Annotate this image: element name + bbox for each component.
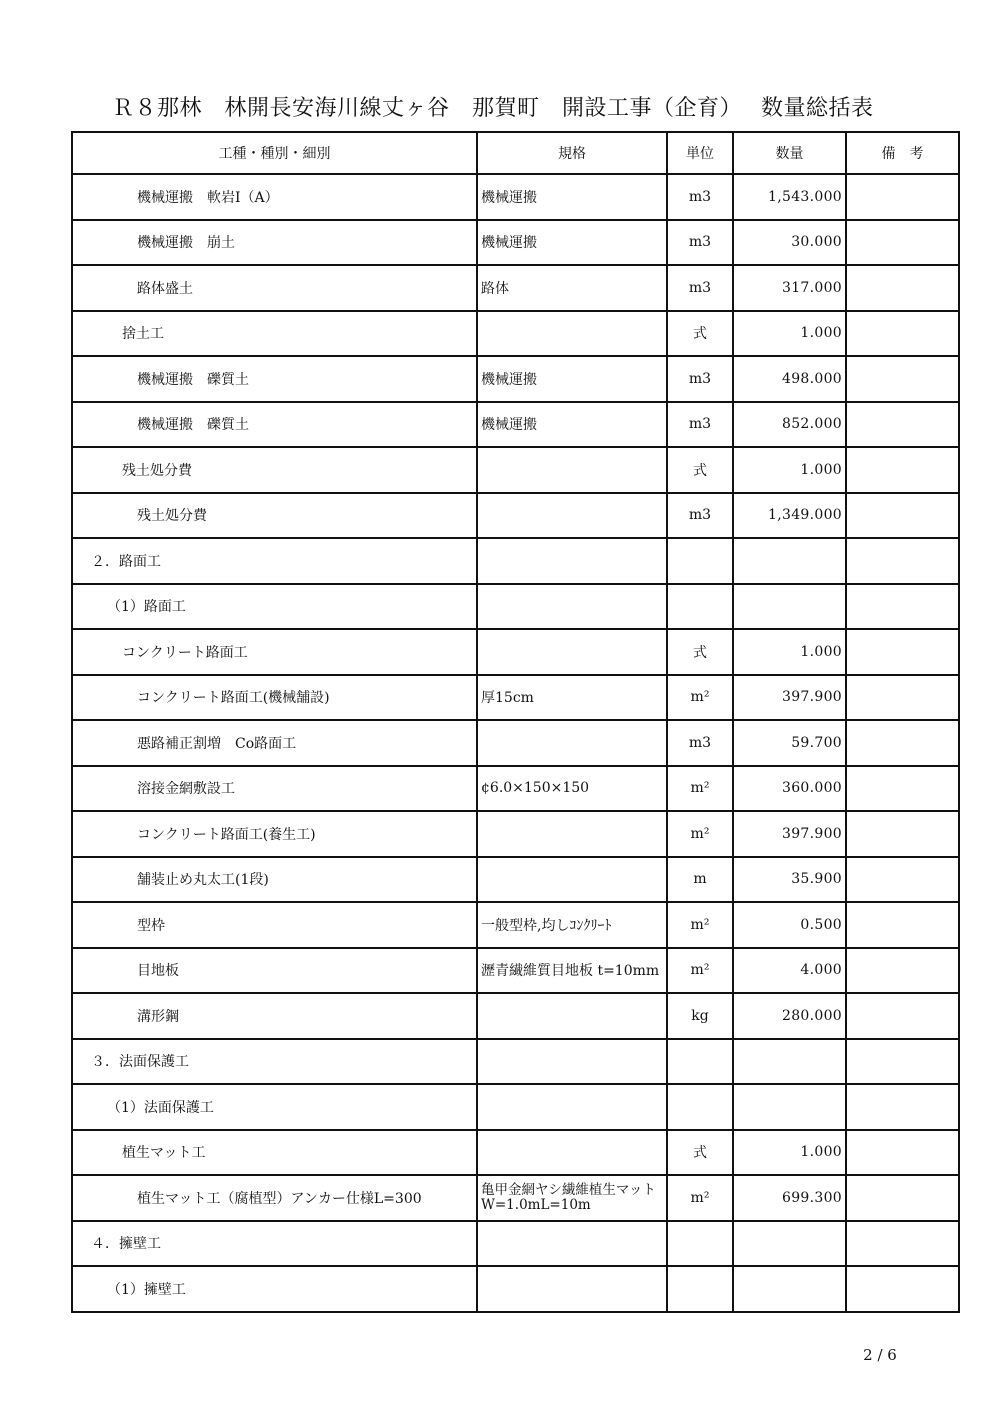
cell-remarks bbox=[846, 402, 959, 448]
cell-remarks bbox=[846, 356, 959, 402]
cell-unit: m² bbox=[667, 1175, 733, 1221]
cell-spec: 機械運搬 bbox=[477, 402, 667, 448]
cell-spec: 亀甲金網ヤシ繊維植生マットW=1.0mL=10m bbox=[477, 1175, 667, 1221]
cell-unit: 式 bbox=[667, 447, 733, 493]
cell-remarks bbox=[846, 447, 959, 493]
table-row bbox=[72, 629, 959, 675]
cell-work-type: 機械運搬 礫質土 bbox=[72, 402, 477, 448]
cell-quantity bbox=[733, 1039, 846, 1085]
table-row bbox=[72, 584, 959, 630]
cell-remarks bbox=[846, 493, 959, 539]
cell-remarks bbox=[846, 1039, 959, 1085]
cell-quantity: 1.000 bbox=[733, 629, 846, 675]
cell-work-type: コンクリート路面工(機械舗設) bbox=[72, 675, 477, 721]
cell-work-type: 目地板 bbox=[72, 948, 477, 994]
cell-quantity: 280.000 bbox=[733, 993, 846, 1039]
cell-quantity: 30.000 bbox=[733, 220, 846, 266]
cell-unit bbox=[667, 538, 733, 584]
table-row bbox=[72, 1084, 959, 1130]
cell-quantity: 1,349.000 bbox=[733, 493, 846, 539]
cell-remarks bbox=[846, 948, 959, 994]
cell-remarks bbox=[846, 1084, 959, 1130]
table-row bbox=[72, 1266, 959, 1312]
cell-spec bbox=[477, 1130, 667, 1176]
header-work-type: 工種・種別・細別 bbox=[72, 132, 477, 174]
cell-remarks bbox=[846, 265, 959, 311]
cell-spec bbox=[477, 493, 667, 539]
table-row bbox=[72, 538, 959, 584]
cell-unit: m² bbox=[667, 948, 733, 994]
cell-work-type: 舗装止め丸太工(1段) bbox=[72, 857, 477, 903]
cell-remarks bbox=[846, 1130, 959, 1176]
cell-remarks bbox=[846, 629, 959, 675]
cell-work-type: コンクリート路面工(養生工) bbox=[72, 811, 477, 857]
cell-quantity bbox=[733, 1084, 846, 1130]
cell-work-type: 型枠 bbox=[72, 902, 477, 948]
page-number: 2 / 6 bbox=[863, 1346, 897, 1364]
table-row bbox=[72, 675, 959, 721]
cell-quantity: 1,543.000 bbox=[733, 174, 846, 220]
cell-work-type: ２．路面工 bbox=[72, 538, 477, 584]
table-row bbox=[72, 356, 959, 402]
table-row bbox=[72, 1130, 959, 1176]
cell-quantity: 35.900 bbox=[733, 857, 846, 903]
cell-spec bbox=[477, 993, 667, 1039]
cell-quantity: 59.700 bbox=[733, 720, 846, 766]
cell-work-type: （1）法面保護工 bbox=[72, 1084, 477, 1130]
cell-remarks bbox=[846, 993, 959, 1039]
cell-spec bbox=[477, 857, 667, 903]
cell-spec bbox=[477, 720, 667, 766]
cell-spec bbox=[477, 538, 667, 584]
table-row bbox=[72, 220, 959, 266]
cell-remarks bbox=[846, 857, 959, 903]
cell-unit bbox=[667, 1039, 733, 1085]
table-row bbox=[72, 265, 959, 311]
cell-unit bbox=[667, 1221, 733, 1267]
table-row bbox=[72, 902, 959, 948]
cell-spec bbox=[477, 584, 667, 630]
cell-quantity bbox=[733, 1266, 846, 1312]
cell-remarks bbox=[846, 174, 959, 220]
cell-work-type: 悪路補正割増 Co路面工 bbox=[72, 720, 477, 766]
cell-unit bbox=[667, 1266, 733, 1312]
cell-quantity: 360.000 bbox=[733, 766, 846, 812]
table-row bbox=[72, 174, 959, 220]
cell-spec: 厚15cm bbox=[477, 675, 667, 721]
cell-work-type: 残土処分費 bbox=[72, 447, 477, 493]
table-row bbox=[72, 1221, 959, 1267]
cell-spec bbox=[477, 1039, 667, 1085]
table-row bbox=[72, 811, 959, 857]
header-unit: 単位 bbox=[667, 132, 733, 174]
cell-work-type: 機械運搬 崩土 bbox=[72, 220, 477, 266]
cell-unit: 式 bbox=[667, 629, 733, 675]
cell-spec: ¢6.0×150×150 bbox=[477, 766, 667, 812]
cell-unit: m3 bbox=[667, 402, 733, 448]
cell-remarks bbox=[846, 1221, 959, 1267]
table-row bbox=[72, 402, 959, 448]
table-row bbox=[72, 447, 959, 493]
cell-unit: m² bbox=[667, 902, 733, 948]
cell-unit bbox=[667, 584, 733, 630]
cell-unit: 式 bbox=[667, 311, 733, 357]
cell-unit: m² bbox=[667, 766, 733, 812]
cell-spec: 機械運搬 bbox=[477, 220, 667, 266]
cell-unit: m3 bbox=[667, 720, 733, 766]
cell-quantity: 1.000 bbox=[733, 311, 846, 357]
cell-quantity: 699.300 bbox=[733, 1175, 846, 1221]
cell-quantity: 0.500 bbox=[733, 902, 846, 948]
cell-quantity: 397.900 bbox=[733, 811, 846, 857]
cell-work-type: （1）擁壁工 bbox=[72, 1266, 477, 1312]
cell-remarks bbox=[846, 811, 959, 857]
cell-unit: m bbox=[667, 857, 733, 903]
cell-work-type: 溶接金網敷設工 bbox=[72, 766, 477, 812]
cell-work-type: 溝形鋼 bbox=[72, 993, 477, 1039]
cell-work-type: 路体盛土 bbox=[72, 265, 477, 311]
cell-work-type: （1）路面工 bbox=[72, 584, 477, 630]
cell-unit: m3 bbox=[667, 220, 733, 266]
cell-work-type: 植生マット工 bbox=[72, 1130, 477, 1176]
cell-spec: 瀝青繊維質目地板 t=10mm bbox=[477, 948, 667, 994]
cell-unit: kg bbox=[667, 993, 733, 1039]
table-header-row bbox=[72, 132, 959, 174]
cell-unit: m3 bbox=[667, 493, 733, 539]
cell-remarks bbox=[846, 675, 959, 721]
cell-spec bbox=[477, 1084, 667, 1130]
cell-spec bbox=[477, 1221, 667, 1267]
cell-remarks bbox=[846, 1175, 959, 1221]
cell-spec: 一般型枠,均しｺﾝｸﾘｰﾄ bbox=[477, 902, 667, 948]
header-quantity: 数量 bbox=[733, 132, 846, 174]
table-body bbox=[72, 174, 959, 1312]
cell-spec: 路体 bbox=[477, 265, 667, 311]
cell-spec bbox=[477, 811, 667, 857]
cell-unit: m3 bbox=[667, 265, 733, 311]
cell-spec bbox=[477, 1266, 667, 1312]
cell-remarks bbox=[846, 220, 959, 266]
cell-quantity: 1.000 bbox=[733, 1130, 846, 1176]
cell-spec: 機械運搬 bbox=[477, 356, 667, 402]
cell-remarks bbox=[846, 902, 959, 948]
cell-quantity: 1.000 bbox=[733, 447, 846, 493]
cell-work-type: 機械運搬 軟岩Ⅰ（A） bbox=[72, 174, 477, 220]
cell-unit: 式 bbox=[667, 1130, 733, 1176]
table-row bbox=[72, 720, 959, 766]
cell-spec bbox=[477, 311, 667, 357]
cell-spec: 機械運搬 bbox=[477, 174, 667, 220]
cell-unit: m² bbox=[667, 811, 733, 857]
cell-quantity: 498.000 bbox=[733, 356, 846, 402]
table-row bbox=[72, 311, 959, 357]
cell-remarks bbox=[846, 1266, 959, 1312]
cell-work-type: 捨土工 bbox=[72, 311, 477, 357]
cell-remarks bbox=[846, 584, 959, 630]
cell-spec bbox=[477, 629, 667, 675]
cell-work-type: 植生マット工（腐植型）アンカー仕様L=300 bbox=[72, 1175, 477, 1221]
cell-remarks bbox=[846, 720, 959, 766]
header-remarks: 備 考 bbox=[846, 132, 959, 174]
cell-remarks bbox=[846, 766, 959, 812]
cell-quantity bbox=[733, 584, 846, 630]
cell-unit bbox=[667, 1084, 733, 1130]
cell-remarks bbox=[846, 538, 959, 584]
cell-quantity: 317.000 bbox=[733, 265, 846, 311]
cell-work-type: 機械運搬 礫質土 bbox=[72, 356, 477, 402]
cell-unit: m3 bbox=[667, 356, 733, 402]
cell-work-type: コンクリート路面工 bbox=[72, 629, 477, 675]
cell-remarks bbox=[846, 311, 959, 357]
table-row bbox=[72, 493, 959, 539]
table-row bbox=[72, 993, 959, 1039]
cell-quantity: 397.900 bbox=[733, 675, 846, 721]
cell-unit: m² bbox=[667, 675, 733, 721]
cell-work-type: ４．擁壁工 bbox=[72, 1221, 477, 1267]
table-row bbox=[72, 766, 959, 812]
quantity-summary-table bbox=[71, 131, 960, 1313]
header-spec: 規格 bbox=[477, 132, 667, 174]
document-title: Ｒ８那林 林開長安海川線丈ヶ谷 那賀町 開設工事（企育） 数量総括表 bbox=[112, 96, 874, 121]
cell-work-type: ３．法面保護工 bbox=[72, 1039, 477, 1085]
table-row bbox=[72, 1039, 959, 1085]
cell-quantity bbox=[733, 1221, 846, 1267]
cell-unit: m3 bbox=[667, 174, 733, 220]
cell-quantity: 4.000 bbox=[733, 948, 846, 994]
table-row bbox=[72, 1175, 959, 1221]
cell-work-type: 残土処分費 bbox=[72, 493, 477, 539]
cell-quantity: 852.000 bbox=[733, 402, 846, 448]
table-row bbox=[72, 857, 959, 903]
cell-quantity bbox=[733, 538, 846, 584]
cell-spec bbox=[477, 447, 667, 493]
table-row bbox=[72, 948, 959, 994]
